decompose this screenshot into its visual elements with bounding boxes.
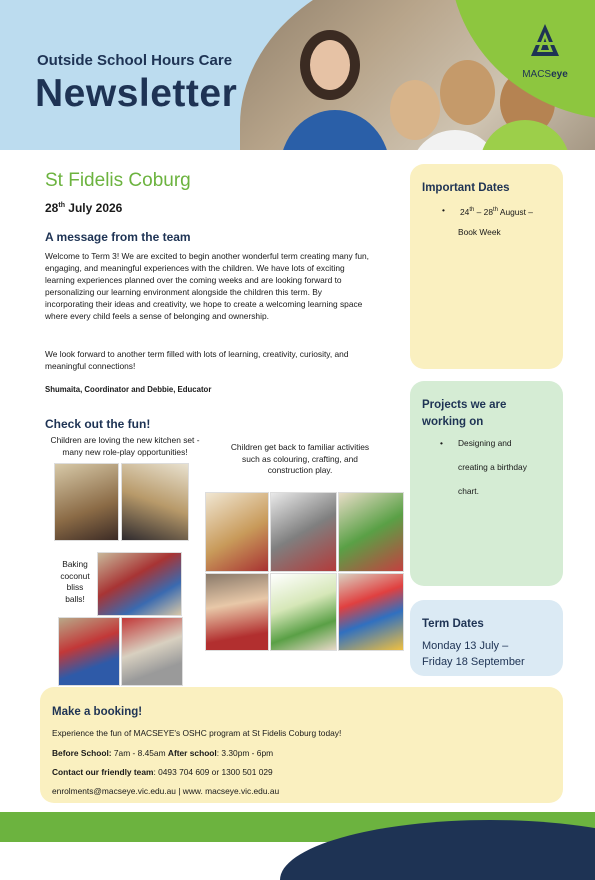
important-dates-card — [410, 164, 563, 369]
term-dates-card — [410, 600, 563, 676]
projects-card — [410, 381, 563, 586]
photo-kitchen-1 — [54, 463, 119, 541]
header-title: Newsletter — [35, 72, 238, 115]
booking-intro: Experience the fun of MACSEYE's OSHC program at St Fidelis Coburg today! — [52, 728, 342, 738]
booking-title: Make a booking! — [52, 706, 143, 718]
photo-activity-1 — [205, 492, 269, 572]
photo-baking-3 — [121, 617, 183, 686]
bullet-icon: • — [440, 438, 443, 448]
message-heading: A message from the team — [45, 230, 191, 244]
photo-baking-1 — [97, 552, 182, 616]
important-dates-item: • 24th – 28th August – — [460, 198, 533, 224]
booking-contact[interactable]: Contact our friendly team: 0493 704 609 or 1300 501 029 — [52, 767, 273, 777]
term-dates-range: Monday 13 July – Friday 18 September — [422, 640, 525, 668]
important-dates-title: Important Dates — [422, 182, 510, 194]
projects-item-line1: • Designing and — [458, 431, 512, 455]
projects-item-line3: chart. — [458, 486, 479, 496]
header-banner — [0, 0, 595, 150]
photo-activity-3 — [338, 492, 404, 572]
booking-panel — [40, 687, 563, 803]
caption-activities: Children get back to familiar activities such as colouring, crafting, and construction play. — [230, 442, 370, 475]
macseye-logo[interactable] — [515, 22, 575, 80]
projects-title: Projects we are working on — [422, 399, 507, 428]
photo-activity-5 — [270, 573, 337, 651]
term-dates-title: Term Dates — [422, 618, 484, 630]
photo-activity-4 — [205, 573, 269, 651]
fun-heading: Check out the fun! — [45, 417, 151, 431]
macseye-logo-icon — [525, 22, 565, 62]
message-paragraph-2: We look forward to another term filled with lots of learning, creativity, curiosity, and meaningful connections! — [45, 349, 349, 371]
logo-wordmark: MACSeye — [522, 69, 568, 80]
message-paragraph-1: Welcome to Term 3! We are excited to begin another wonderful term creating many fun, engaging, and meaningful experiences with the children. We have lots of exciting learning experiences planned over the coming weeks and are looking forward to personalizing our learning environment alongside the children this term. By incorporating their ideas and creativity, we hope to create a welcoming learning space where every child feels a sense of belonging and ownership. — [45, 251, 369, 321]
caption-kitchen: Children are loving the new kitchen set - many new role-play opportunities! — [50, 435, 200, 457]
message-signature: Shumaita, Coordinator and Debbie, Educator — [45, 385, 212, 394]
photo-baking-2 — [58, 617, 120, 686]
caption-baking: Baking coconut bliss balls! — [60, 559, 90, 604]
bullet-icon: • — [442, 205, 445, 215]
photo-activity-6 — [338, 573, 404, 651]
booking-hours: Before School: 7am - 8.45am After school: 3.30pm - 6pm — [52, 748, 274, 758]
important-dates-item-line2: Book Week — [458, 227, 501, 237]
booking-email-website[interactable]: enrolments@macseye.vic.edu.au | www. macseye.vic.edu.au — [52, 786, 280, 796]
newsletter-date: 28th July 2026 — [45, 201, 123, 215]
projects-item-line2: creating a birthday — [458, 462, 527, 472]
photo-kitchen-2 — [121, 463, 189, 541]
photo-activity-2 — [270, 492, 337, 572]
header-subtitle: Outside School Hours Care — [37, 52, 233, 69]
school-name: St Fidelis Coburg — [45, 170, 191, 191]
